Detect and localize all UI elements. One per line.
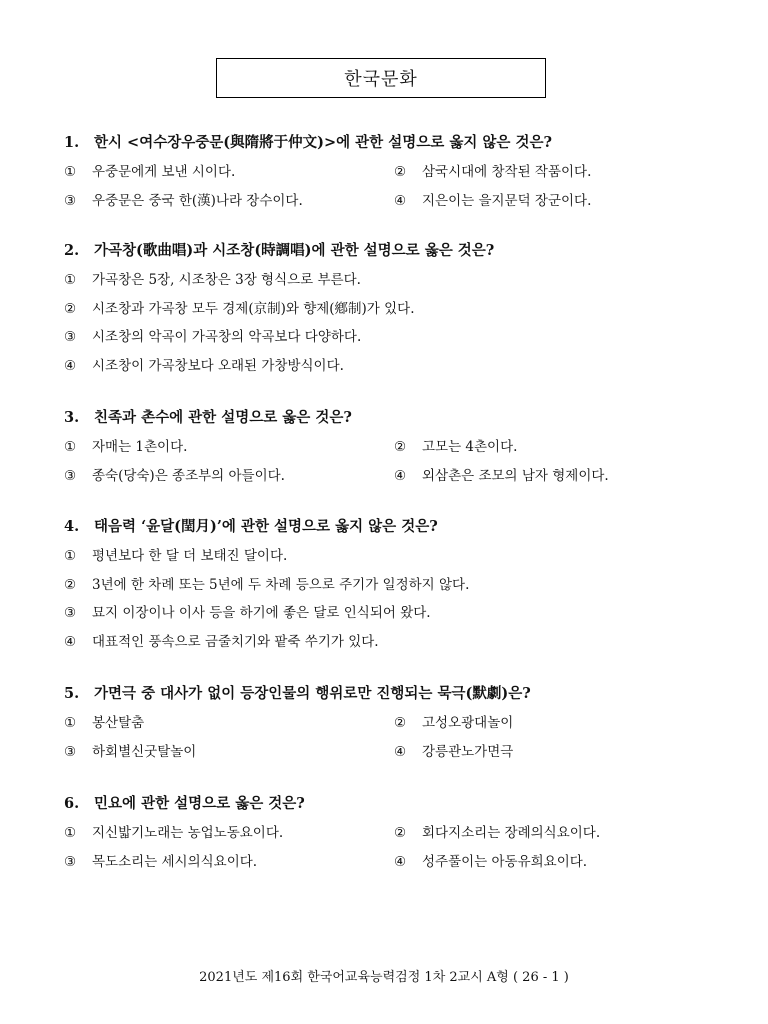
question-text: 친족과 촌수에 관한 설명으로 옳은 것은?	[94, 409, 352, 426]
option-row	[64, 158, 704, 187]
question-stem	[64, 789, 704, 819]
question-2	[64, 236, 704, 380]
option-row	[64, 599, 704, 628]
option-3[interactable]: ③ 목도소리는 세시의식요이다.	[64, 853, 258, 870]
option-row	[64, 571, 704, 600]
option-2[interactable]: ② 삼국시대에 창작된 작품이다.	[394, 164, 592, 180]
question-4	[64, 512, 704, 656]
question-5	[64, 679, 704, 766]
option-row	[64, 819, 704, 848]
option-row	[64, 738, 704, 767]
option-2[interactable]: ② 고성오광대놀이	[394, 715, 514, 731]
question-number: 4.	[64, 518, 80, 535]
option-row	[64, 709, 704, 738]
page-footer: 2021년도 제16회 한국어교육능력검정 1차 2교시 A형 ( 26 - 1 )	[199, 970, 569, 985]
option-4[interactable]: ④ 외삼촌은 조모의 남자 형제이다.	[394, 467, 609, 484]
option-2[interactable]: ② 고모는 4촌이다.	[394, 439, 518, 455]
option-1[interactable]: ① 자매는 1촌이다.	[64, 439, 188, 455]
question-number: 2.	[64, 242, 80, 259]
question-text: 한시 <여수장우중문(與隋將于仲文)>에 관한 설명으로 옳지 않은 것은?	[94, 134, 552, 151]
option-3[interactable]: ③ 우중문은 중국 한(漢)나라 장수이다.	[64, 192, 303, 209]
option-1[interactable]: ① 평년보다 한 달 더 보태진 달이다.	[64, 548, 288, 564]
option-1[interactable]: ① 우중문에게 보낸 시이다.	[64, 164, 236, 180]
question-text: 가곡창(歌曲唱)과 시조창(時調唱)에 관한 설명으로 옳은 것은?	[94, 242, 495, 259]
question-6	[64, 789, 704, 876]
question-stem	[64, 679, 704, 709]
option-4[interactable]: ④ 시조창이 가곡창보다 오래된 가창방식이다.	[64, 357, 344, 374]
option-2[interactable]: ② 회다지소리는 장례의식요이다.	[394, 825, 601, 841]
question-3	[64, 403, 704, 490]
question-number: 1.	[64, 134, 80, 151]
option-row	[64, 848, 704, 877]
question-number: 3.	[64, 409, 80, 426]
option-2[interactable]: ② 시조창과 가곡창 모두 경제(京制)와 향제(鄕制)가 있다.	[64, 300, 415, 317]
option-3[interactable]: ③ 시조창의 악곡이 가곡창의 악곡보다 다양하다.	[64, 329, 362, 346]
question-stem	[64, 403, 704, 433]
question-text: 민요에 관한 설명으로 옳은 것은?	[94, 795, 305, 812]
option-1[interactable]: ① 봉산탈춤	[64, 715, 145, 731]
option-row	[64, 542, 704, 571]
option-row	[64, 352, 704, 381]
option-row	[64, 295, 704, 324]
option-2[interactable]: ② 3년에 한 차례 또는 5년에 두 차례 등으로 주기가 일정하지 않다.	[64, 576, 470, 593]
question-stem	[64, 236, 704, 266]
option-4[interactable]: ④ 성주풀이는 아동유희요이다.	[394, 853, 588, 870]
option-row	[64, 266, 704, 295]
question-text: 가면극 중 대사가 없이 등장인물의 행위로만 진행되는 묵극(默劇)은?	[94, 685, 531, 702]
page-title: 한국문화	[216, 58, 546, 98]
option-row	[64, 462, 704, 491]
question-stem	[64, 512, 704, 542]
question-number: 6.	[64, 795, 80, 812]
option-4[interactable]: ④ 대표적인 풍속으로 금줄치기와 팥죽 쑤기가 있다.	[64, 633, 379, 650]
question-1	[64, 128, 704, 215]
question-stem	[64, 128, 704, 158]
question-text: 태음력 ‘윤달(閏月)’에 관한 설명으로 옳지 않은 것은?	[94, 518, 438, 535]
option-row	[64, 433, 704, 462]
option-4[interactable]: ④ 지은이는 을지문덕 장군이다.	[394, 192, 592, 209]
option-row	[64, 628, 704, 657]
option-row	[64, 187, 704, 216]
option-4[interactable]: ④ 강릉관노가면극	[394, 743, 514, 760]
option-row	[64, 323, 704, 352]
option-3[interactable]: ③ 묘지 이장이나 이사 등을 하기에 좋은 달로 인식되어 왔다.	[64, 605, 431, 622]
option-1[interactable]: ① 가곡창은 5장, 시조창은 3장 형식으로 부른다.	[64, 272, 361, 288]
option-3[interactable]: ③ 하회별신굿탈놀이	[64, 743, 197, 760]
question-number: 5.	[64, 685, 80, 702]
option-1[interactable]: ① 지신밟기노래는 농업노동요이다.	[64, 825, 284, 841]
option-3[interactable]: ③ 종숙(당숙)은 종조부의 아들이다.	[64, 467, 285, 484]
